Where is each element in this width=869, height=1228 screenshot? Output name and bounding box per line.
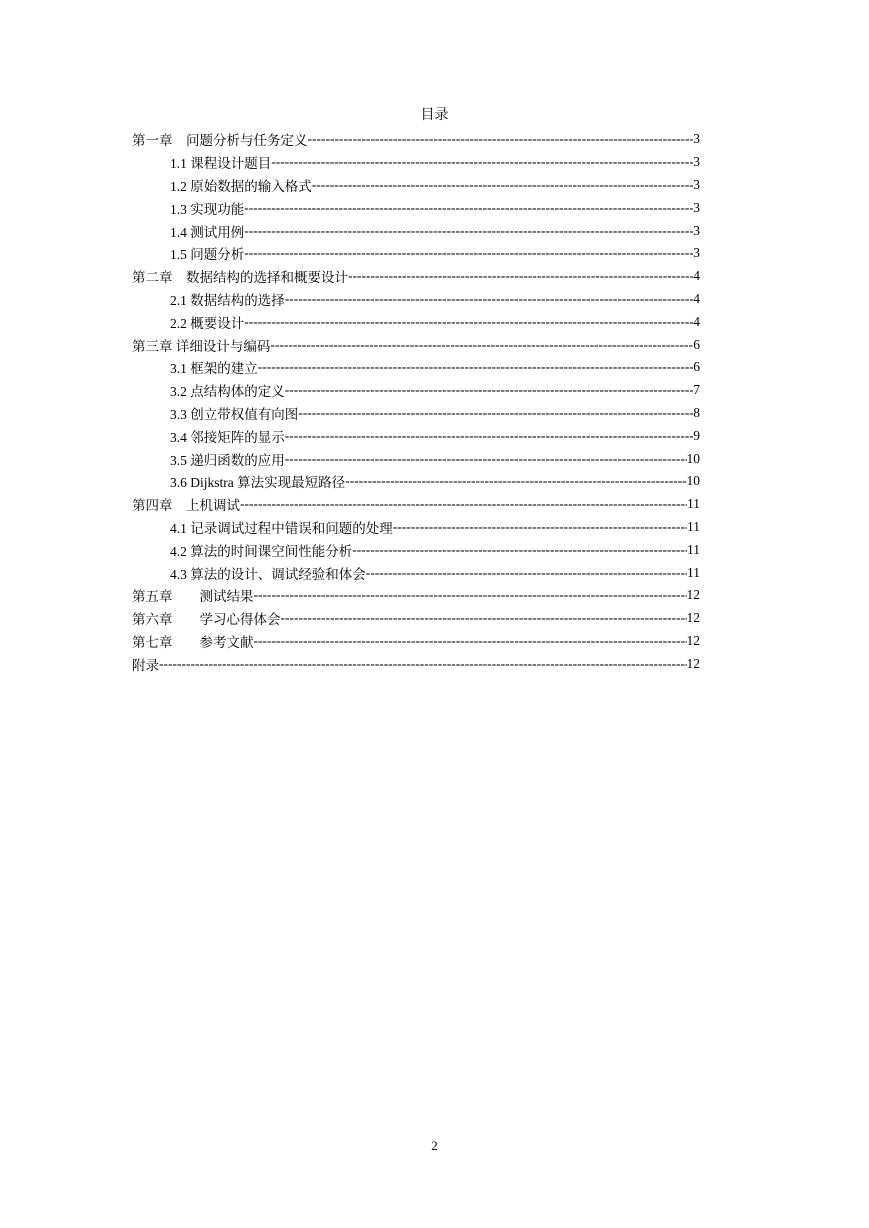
toc-entry-label: 第七章 参考文献 (132, 634, 254, 650)
toc-entry[interactable] (132, 493, 700, 516)
toc-dot-leader (244, 314, 693, 330)
toc-entry-page: 11 (687, 564, 700, 580)
toc-entry[interactable] (132, 310, 700, 333)
toc-entry-page: 11 (687, 496, 700, 512)
toc-dot-leader (348, 268, 693, 284)
toc-entry[interactable] (132, 402, 700, 425)
toc-entry-page: 12 (686, 632, 700, 648)
toc-dot-leader (281, 610, 687, 626)
toc-title: 目录 (420, 108, 449, 123)
toc-dot-leader (308, 131, 694, 147)
toc-entry-label: 1.2 原始数据的输入格式 (170, 178, 312, 194)
toc-entry-page: 3 (693, 245, 700, 261)
toc-entry[interactable] (132, 516, 700, 539)
page-number: 2 (431, 1138, 438, 1153)
toc-dot-leader (244, 223, 693, 239)
toc-dot-leader (393, 519, 687, 535)
toc-entry-label: 第二章 数据结构的选择和概要设计 (132, 270, 348, 286)
toc-entry-page: 3 (693, 222, 700, 238)
toc-entry-page: 6 (693, 359, 700, 375)
toc-entry-page: 4 (693, 313, 700, 329)
toc-dot-leader (285, 428, 694, 444)
toc-entry[interactable] (132, 151, 700, 174)
table-of-contents (132, 128, 700, 675)
toc-entry-page: 12 (686, 610, 700, 626)
toc-entry-page: 12 (686, 587, 700, 603)
toc-entry[interactable] (132, 538, 700, 561)
toc-entry-label: 4.1 记录调试过程中错误和问题的处理 (170, 520, 393, 536)
toc-entry-page: 4 (693, 268, 700, 284)
toc-entry-label: 3.6 Dijkstra 算法实现最短路径 (170, 475, 346, 491)
toc-entry-label: 2.1 数据结构的选择 (170, 292, 285, 308)
toc-entry-page: 3 (693, 199, 700, 215)
toc-entry[interactable] (132, 265, 700, 288)
toc-entry[interactable] (132, 470, 700, 493)
toc-entry-label: 第五章 测试结果 (132, 589, 254, 605)
toc-entry-page: 10 (686, 473, 700, 489)
toc-dot-leader (159, 656, 687, 672)
toc-entry[interactable] (132, 652, 700, 675)
toc-dot-leader (254, 633, 687, 649)
toc-entry-label: 4.3 算法的设计、调试经验和体会 (170, 566, 366, 582)
toc-entry-page: 3 (693, 131, 700, 147)
toc-entry-page: 11 (687, 518, 700, 534)
toc-entry-page: 12 (686, 655, 700, 671)
toc-entry-label: 3.1 框架的建立 (170, 361, 258, 377)
toc-entry[interactable] (132, 584, 700, 607)
toc-entry[interactable] (132, 288, 700, 311)
toc-entry-label: 2.2 概要设计 (170, 315, 245, 331)
toc-entry-label: 第六章 学习心得体会 (132, 612, 281, 628)
toc-dot-leader (366, 565, 687, 581)
toc-entry[interactable] (132, 333, 700, 356)
toc-dot-leader (258, 359, 694, 375)
toc-dot-leader (244, 245, 693, 261)
toc-entry[interactable] (132, 242, 700, 265)
toc-entry-label: 4.2 算法的时间课空间性能分析 (170, 543, 353, 559)
toc-dot-leader (270, 337, 693, 353)
toc-dot-leader (285, 451, 687, 467)
toc-entry-label: 3.4 邻接矩阵的显示 (170, 429, 285, 445)
toc-entry-label: 3.3 创立带权值有向图 (170, 406, 299, 422)
toc-dot-leader (312, 177, 694, 193)
toc-entry-label: 第四章 上机调试 (132, 498, 240, 514)
toc-dot-leader (244, 200, 693, 216)
toc-entry-page: 4 (693, 290, 700, 306)
toc-entry-page: 3 (693, 176, 700, 192)
toc-entry[interactable] (132, 607, 700, 630)
toc-dot-leader (345, 473, 686, 489)
toc-entry-page: 7 (693, 382, 700, 398)
toc-entry-label: 1.1 课程设计题目 (170, 156, 272, 172)
toc-entry-page: 9 (693, 427, 700, 443)
toc-entry[interactable] (132, 630, 700, 653)
toc-entry-label: 1.4 测试用例 (170, 224, 245, 240)
toc-dot-leader (352, 542, 687, 558)
toc-entry[interactable] (132, 219, 700, 242)
toc-entry[interactable] (132, 356, 700, 379)
toc-dot-leader (285, 291, 694, 307)
toc-entry[interactable] (132, 174, 700, 197)
toc-entry-page: 11 (687, 541, 700, 557)
toc-entry-page: 10 (686, 450, 700, 466)
toc-dot-leader (240, 496, 687, 512)
toc-entry-label: 1.5 问题分析 (170, 247, 245, 263)
toc-entry[interactable] (132, 447, 700, 470)
toc-entry-label: 第三章 详细设计与编码 (132, 338, 271, 354)
toc-entry-page: 8 (693, 404, 700, 420)
toc-entry[interactable] (132, 379, 700, 402)
toc-dot-leader (254, 587, 687, 603)
toc-entry-page: 3 (693, 154, 700, 170)
toc-entry[interactable] (132, 196, 700, 219)
toc-entry-label: 3.2 点结构体的定义 (170, 384, 285, 400)
toc-dot-leader (271, 154, 693, 170)
toc-entry-label: 第一章 问题分析与任务定义 (132, 133, 308, 149)
toc-entry-label: 3.5 递归函数的应用 (170, 452, 285, 468)
toc-entry[interactable] (132, 424, 700, 447)
toc-entry-page: 6 (693, 336, 700, 352)
toc-entry[interactable] (132, 561, 700, 584)
toc-dot-leader (285, 382, 694, 398)
toc-dot-leader (298, 405, 693, 421)
toc-entry-label: 1.3 实现功能 (170, 201, 245, 217)
toc-entry-label: 附录 (132, 657, 159, 673)
toc-entry[interactable] (132, 128, 700, 151)
